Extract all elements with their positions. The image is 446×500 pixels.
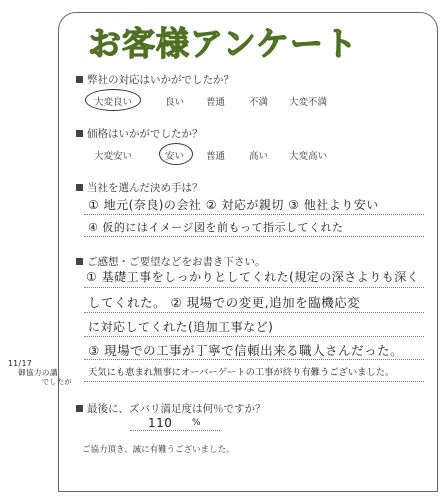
question-service (76, 72, 234, 87)
question-reason-text: 当社を選んだ決め手は？ (87, 182, 203, 194)
handwritten-comment-3: に対応してくれた(追加工事など) (88, 320, 274, 334)
handwritten-reason-2: ④ 仮的にはイメージ図を前もって指示してくれた (88, 221, 344, 234)
bullet-square-icon (76, 258, 83, 265)
answer-line (84, 381, 424, 382)
handwritten-comment-5: 天気にも恵まれ無事にオーバーゲートの工事が終り有難うございました。 (88, 367, 395, 378)
handwritten-margin-note-2: でしたが (42, 378, 72, 386)
option-service-5[interactable]: 大変不満 (289, 97, 328, 108)
handwritten-reason-1: ① 地元(奈良)の会社 ② 対応が親切 ③ 他社より安い (88, 198, 379, 212)
question-price (76, 126, 203, 141)
footer-thanks: ご協力頂き、誠に有難うございました。 (82, 445, 235, 455)
question-reason (76, 180, 203, 195)
survey-title: お客様アンケート (87, 24, 359, 63)
bullet-square-icon (76, 184, 83, 191)
question-service-text: 弊社の対応はいかがでしたか？ (87, 74, 234, 86)
option-service-1[interactable]: 大変良い (94, 97, 133, 108)
option-price-5[interactable]: 大変高い (289, 151, 328, 162)
option-price-2[interactable]: 安い (165, 151, 185, 162)
bullet-square-icon (76, 405, 83, 412)
handwritten-satisfaction-value: 110 (148, 416, 173, 430)
option-service-4[interactable]: 不満 (249, 97, 269, 108)
satisfaction-answer-line (130, 430, 220, 431)
option-service-3[interactable]: 普通 (206, 97, 226, 108)
question-comments-text: ご感想・ご要望などをお書き下さい。 (87, 256, 266, 268)
bullet-square-icon (76, 130, 83, 137)
question-satisfaction-text: 最後に、ズバリ満足度は何％ですか？ (87, 403, 266, 415)
answer-line (84, 312, 424, 313)
option-price-3[interactable]: 普通 (206, 151, 226, 162)
answer-line (84, 214, 424, 215)
satisfaction-unit: % (192, 418, 202, 428)
question-price-text: 価格はいかがでしたか？ (87, 128, 203, 140)
option-service-2[interactable]: 良い (165, 97, 185, 108)
option-price-1[interactable]: 大変安い (94, 151, 133, 162)
answer-line (84, 359, 424, 360)
answer-line (84, 287, 424, 288)
option-price-4[interactable]: 高い (249, 151, 269, 162)
handwritten-comment-4: ③ 現場での工事が丁寧で信頼出来る職人さんだった。 (88, 343, 404, 358)
bullet-square-icon (76, 76, 83, 83)
answer-line (84, 336, 424, 337)
handwritten-margin-date: 11/17 (8, 359, 33, 368)
question-comments (76, 254, 266, 269)
question-satisfaction (76, 401, 266, 416)
handwritten-comment-2: してくれた。 ② 現場での変更,追加を臨機応変 (88, 295, 361, 310)
handwritten-margin-note: 御協力の講 (18, 368, 58, 377)
answer-line (84, 236, 424, 237)
handwritten-comment-1: ① 基礎工事をしっかりとしてくれた(規定の深さよりも深く (86, 270, 420, 284)
